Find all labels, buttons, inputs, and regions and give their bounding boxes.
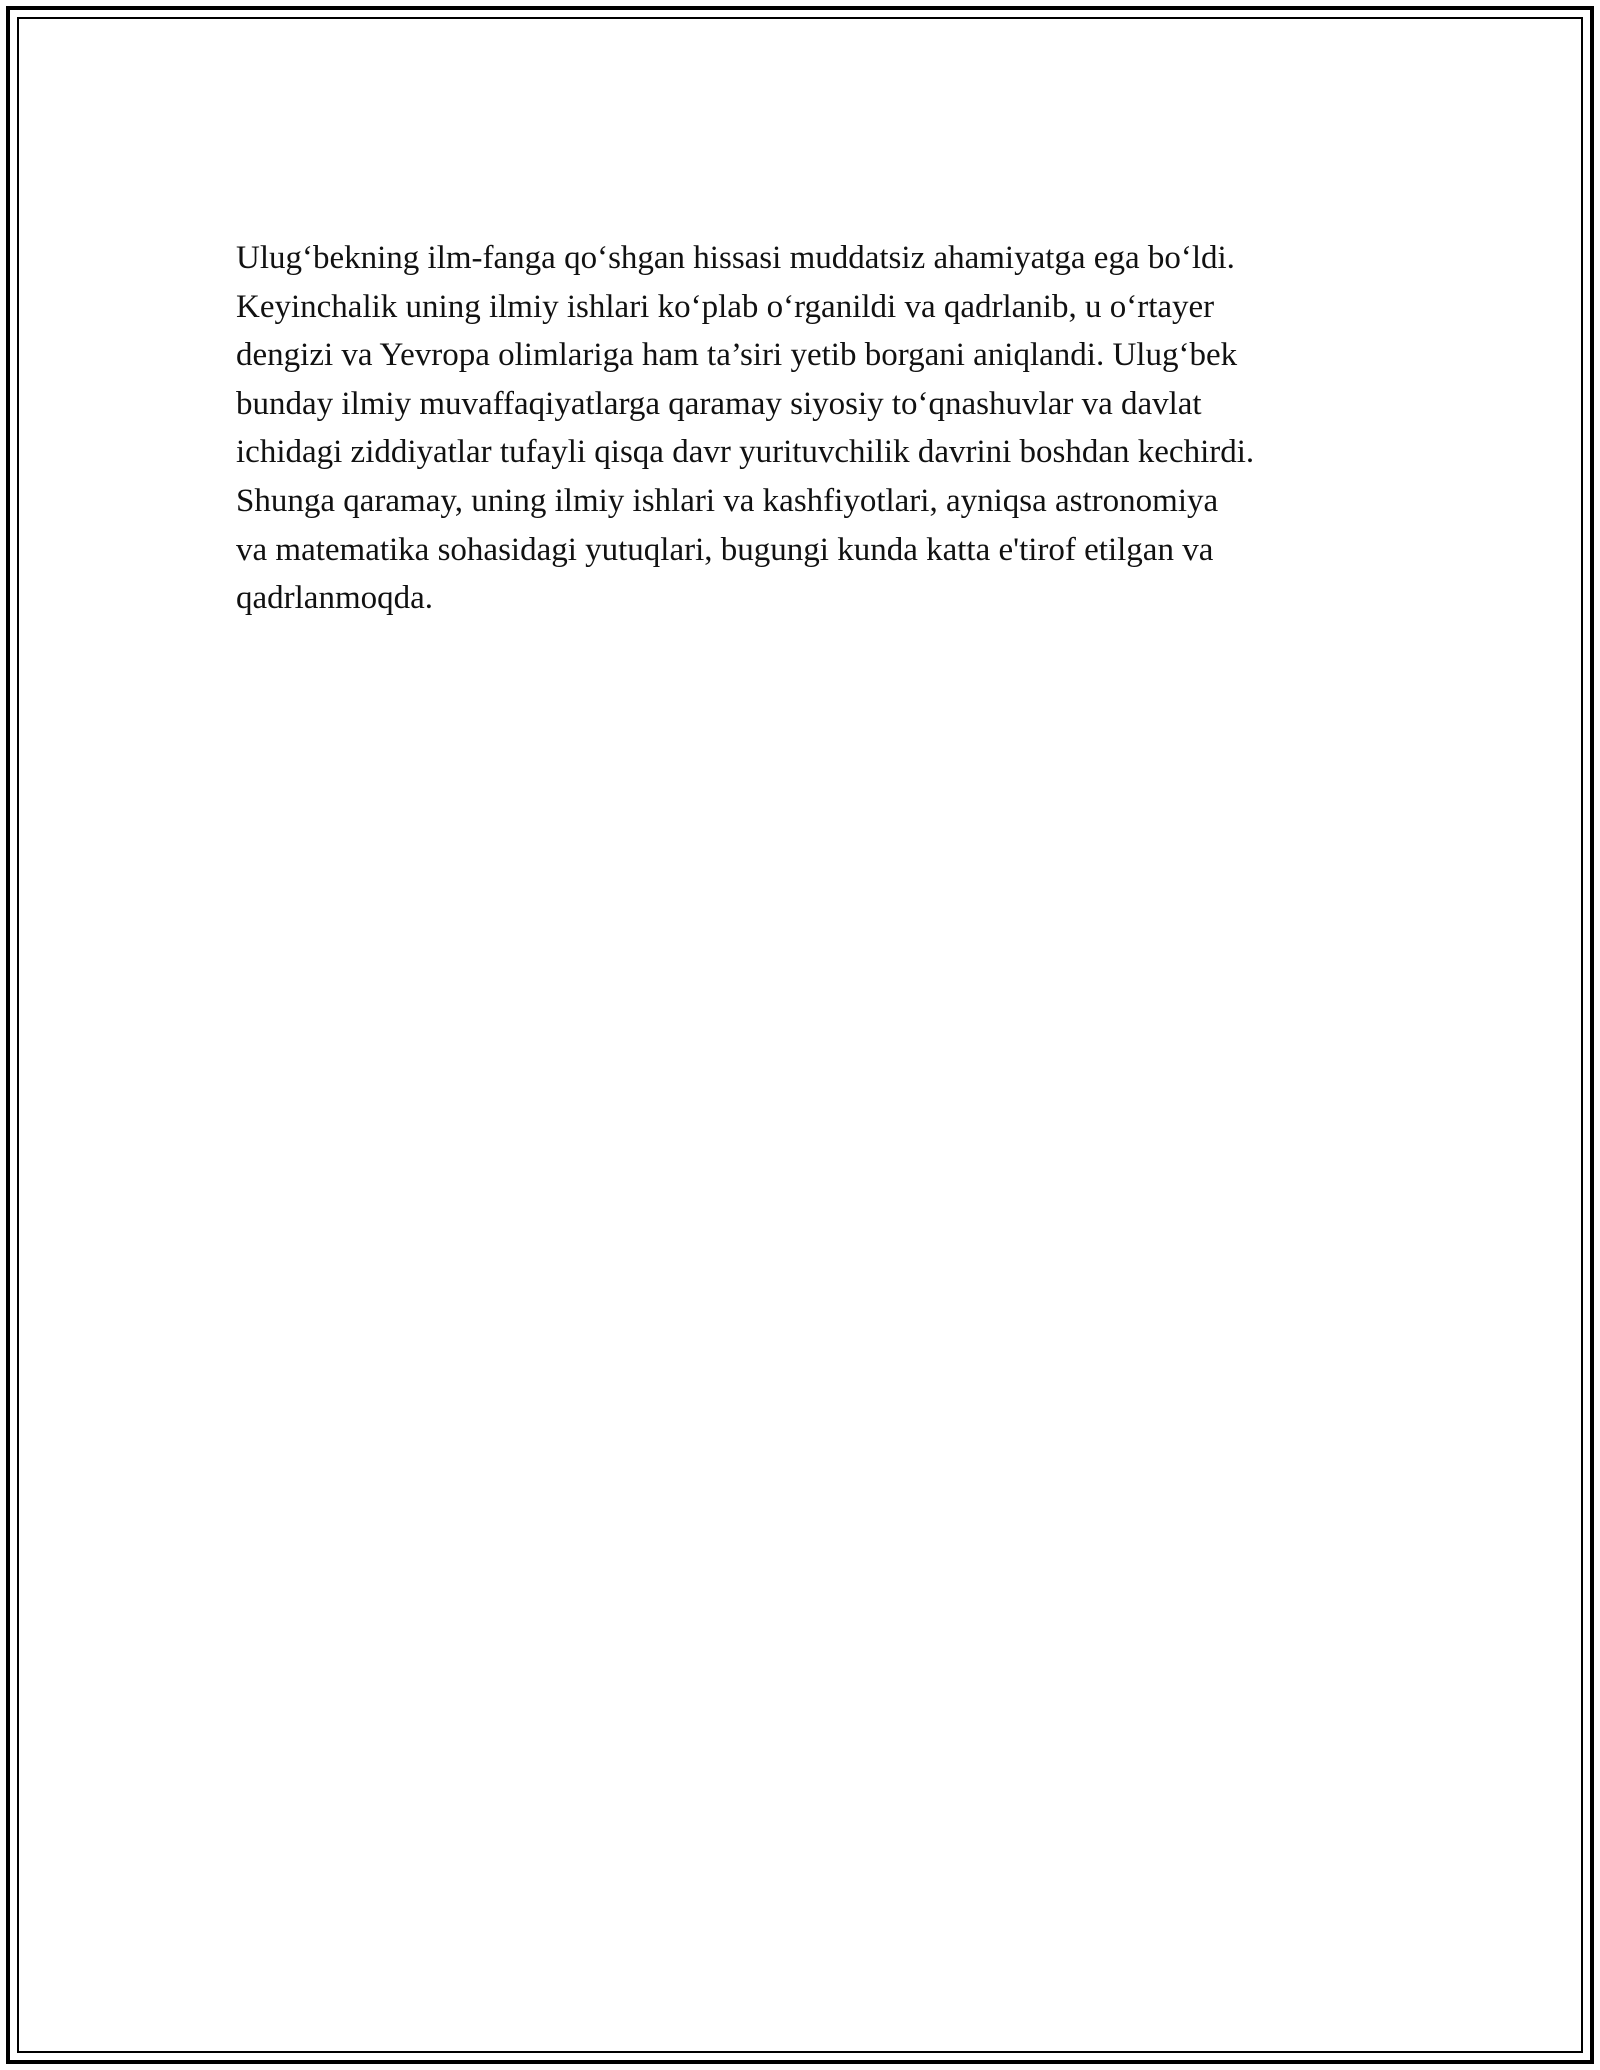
paragraph-line: bunday ilmiy muvaffaqiyatlarga qaramay siyosiy to‘qnashuvlar va davlat <box>236 385 1202 422</box>
body-paragraph <box>236 234 1376 623</box>
paragraph-line: ichidagi ziddiyatlar tufayli qisqa davr yurituvchilik davrini boshdan kechirdi. <box>236 434 1255 471</box>
paragraph-line: va matematika sohasidagi yutuqlari, bugungi kunda katta e'tirof etilgan va <box>236 531 1214 568</box>
paragraph-line: Ulug‘bekning ilm-fanga qo‘shgan hissasi muddatsiz ahamiyatga ega bo‘ldi. <box>236 240 1235 276</box>
paragraph-line: dengizi va Yevropa olimlariga ham ta’siri yetib borgani aniqlandi. Ulug‘bek <box>236 337 1238 374</box>
paragraph-line: qadrlanmoqda. <box>236 580 434 617</box>
paragraph-line: Keyinchalik uning ilmiy ishlari ko‘plab o‘rganildi va qadrlanib, u o‘rtayer <box>236 288 1215 325</box>
paragraph-line: Shunga qaramay, uning ilmiy ishlari va kashfiyotlari, ayniqsa astronomiya <box>236 482 1219 519</box>
